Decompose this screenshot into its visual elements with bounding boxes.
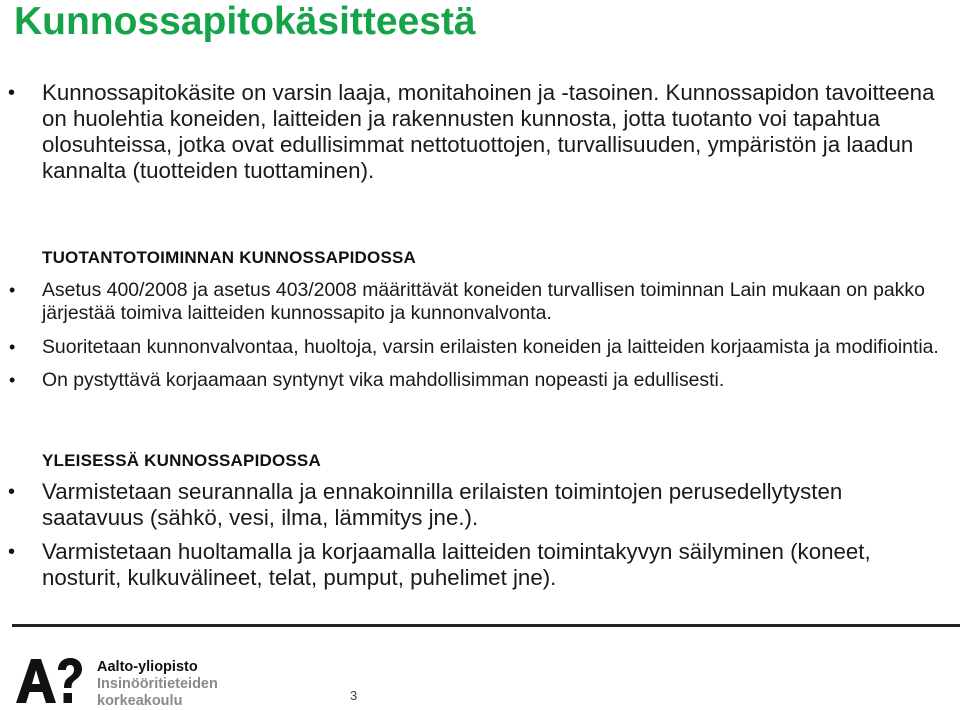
list-item (0, 80, 960, 184)
logo-line-1: Aalto-yliopisto (97, 659, 198, 675)
section1-bullet-3: On pystyttävä korjaamaan syntynyt vika mahdollisimman nopeasti ja edullisesti. (42, 368, 725, 391)
bullet-icon: • (8, 82, 16, 104)
slide-title: Kunnossapitokäsitteestä (14, 0, 476, 43)
aalto-logo-icon (14, 656, 84, 704)
page-number: 3 (350, 688, 358, 703)
aalto-logo-text (97, 659, 218, 710)
bullet-icon: • (9, 337, 16, 357)
section1-list (0, 279, 960, 391)
section1-bullet-1: Asetus 400/2008 ja asetus 403/2008 määrittävät koneiden turvallisen toiminnan Lain mukaan on pakko järjestää toimiva laitteiden kunnossapito ja kunnonvalvonta. (42, 279, 925, 324)
logo-line-3: korkeakoulu (97, 693, 183, 709)
intro-section (0, 80, 960, 184)
bullet-icon: • (9, 280, 16, 300)
bullet-icon: • (8, 541, 16, 563)
list-item (0, 479, 960, 531)
logo-line-2: Insinööritieteiden (97, 676, 218, 692)
section2-bullet-2: Varmistetaan huoltamalla ja korjaamalla laitteiden toimintakyvyn säilyminen (koneet, nosturit, kulkuvälineet, telat, pumput, puhelimet jne). (42, 539, 871, 590)
section2-bullet-1: Varmistetaan seurannalla ja ennakoinnilla erilaisten toimintojen perusedellytysten saatavuus (sähkö, vesi, ilma, lämmitys jne.). (42, 479, 843, 530)
list-item (0, 336, 960, 359)
intro-text: Kunnossapitokäsite on varsin laaja, monitahoinen ja -tasoinen. Kunnossapidon tavoitteena on huolehtia koneiden, laitteiden ja rakennusten kunnosta, jotta tuotanto voi tapahtua olosuhteissa, jotka ovat edullisimmat nettotuottojen, turvallisuuden, ympäristön ja laadun kannalta (tuotteiden tuottaminen). (42, 80, 935, 183)
section1-heading: TUOTANTOTOIMINNAN KUNNOSSAPIDOSSA (42, 248, 417, 267)
bullet-icon: • (9, 369, 16, 390)
list-item (0, 279, 960, 324)
section2-heading: YLEISESSÄ KUNNOSSAPIDOSSA (42, 451, 321, 470)
section1-bullet-2: Suoritetaan kunnonvalvontaa, huoltoja, varsin erilaisten koneiden ja laitteiden korjaamista ja modifiointia. (42, 336, 939, 358)
section2-list (0, 479, 960, 591)
list-item (0, 369, 960, 392)
footer-divider (12, 624, 960, 627)
bullet-icon: • (8, 481, 16, 503)
list-item (0, 539, 960, 591)
